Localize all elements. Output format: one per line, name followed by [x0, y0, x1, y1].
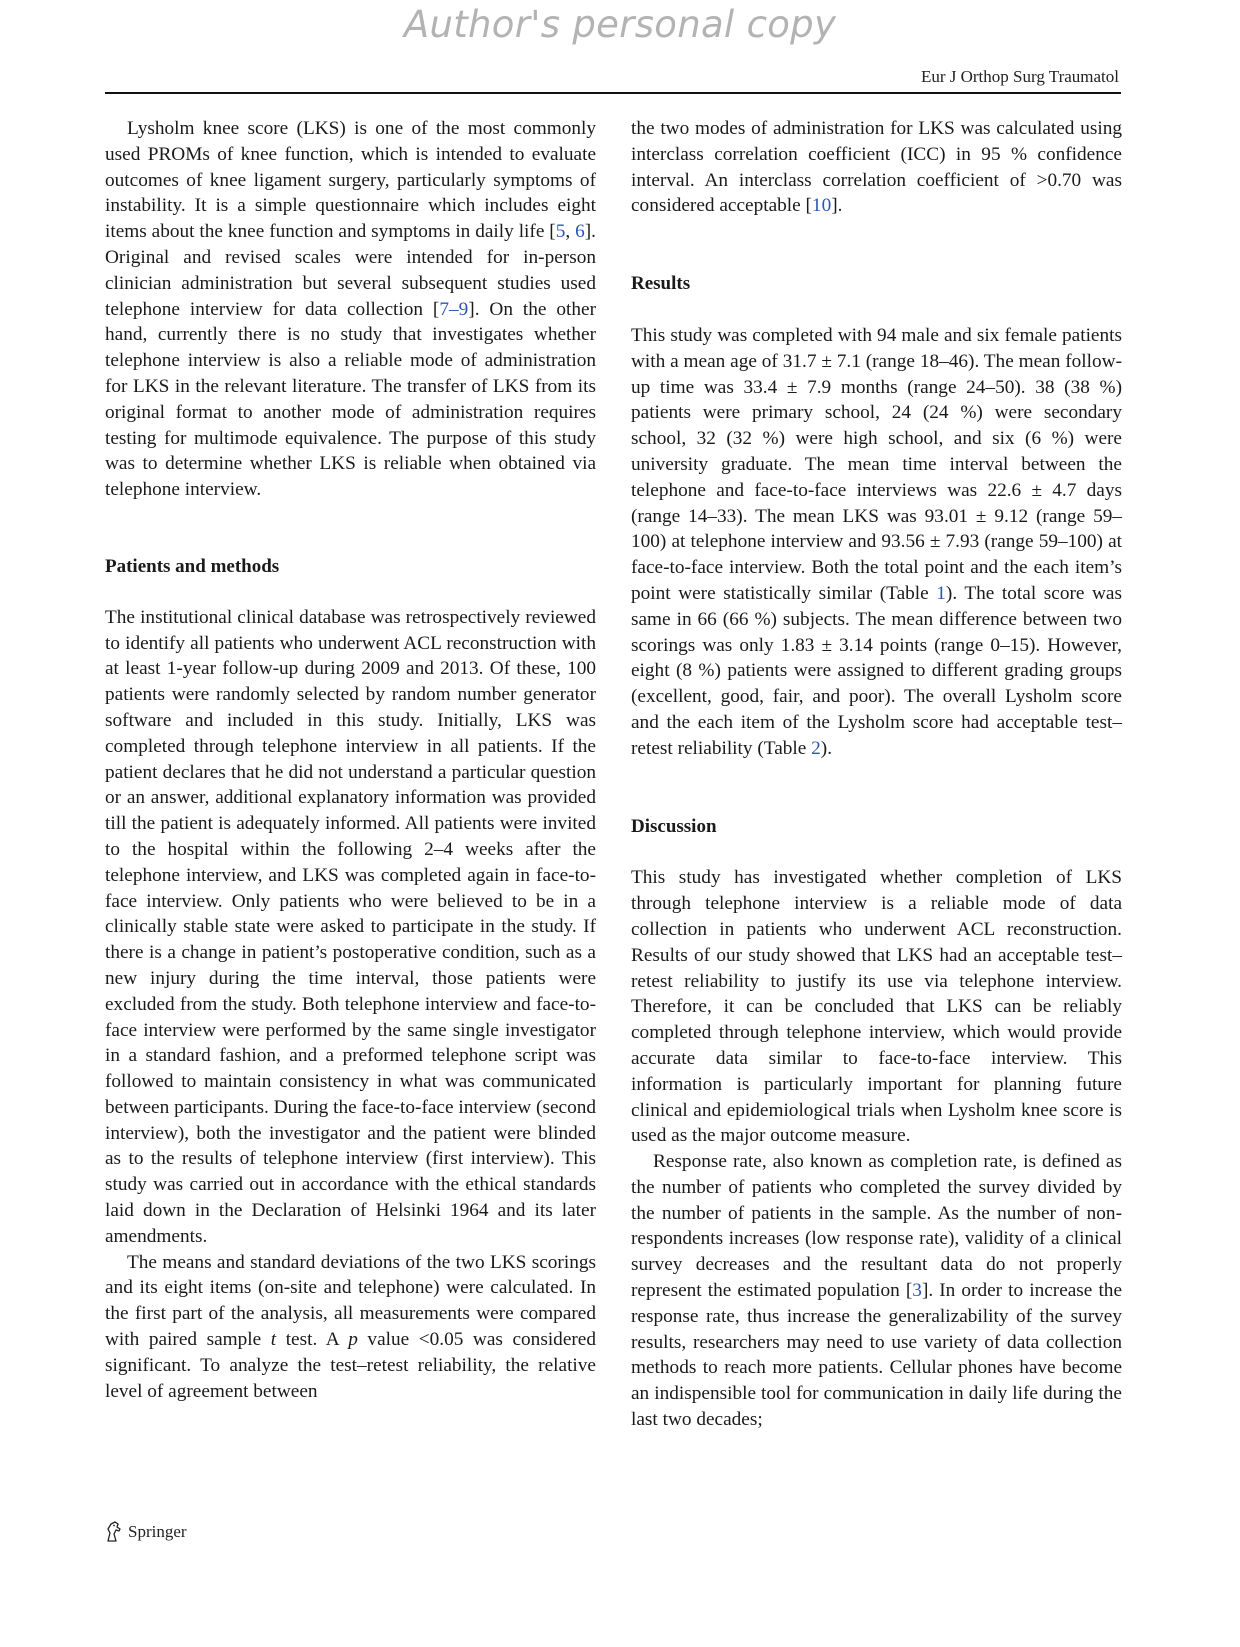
- intro-paragraph: Lysholm knee score (LKS) is one of the most commonly used PROMs of knee function, which is intended to evaluate outcomes of knee ligament surgery, particularly symptoms of instability. It is a simple questionnaire which includes eight items about the knee function and symptoms in daily life [5, 6]. Original and revised scales were intended for in-person clinician administration but several subsequent studies used telephone interview for data collection [7–9]. On the other hand, currently there is no study that investigates whether telephone interview is also a reliable mode of administration for LKS in the relevant literature. The transfer of LKS from its original format to another mode of administration requires testing for multimode equivalence. The purpose of this study was to determine whether LKS is reliable when obtained via telephone interview.: [105, 118, 596, 501]
- citation-link[interactable]: 7–9: [439, 298, 469, 320]
- publisher-name: Springer: [128, 1522, 187, 1541]
- citation-link[interactable]: 3: [912, 1280, 922, 1302]
- section-heading-patients-methods: Patients and methods: [105, 555, 280, 577]
- header-rule: [105, 92, 1121, 94]
- springer-horse-icon: [104, 1521, 124, 1543]
- discussion-paragraph: This study has investigated whether completion of LKS through telephone interview is a reliable mode of data collection in patients who underwent ACL reconstruction. Results of our study showed that LKS had an acceptable test–retest reliability to justify its use via telephone interview. Therefore, it can be concluded that LKS can be reliably completed through telephone interview, which would provide accurate data similar to face-to-face interview. This information is particularly important for planning future clinical and epidemiological trials when Lysholm knee score is used as the major outcome measure.: [631, 867, 1122, 1147]
- citation-link[interactable]: 6: [575, 221, 585, 243]
- right-column: [631, 116, 1122, 1433]
- footer: [104, 1521, 187, 1543]
- left-column: [105, 116, 596, 1404]
- icc-paragraph: the two modes of administration for LKS was calculated using interclass correlation coefficient (ICC) in 95 % confidence interval. An interclass correlation coefficient of >0.70 was considered acceptable [10].: [631, 118, 1122, 217]
- journal-name: Eur J Orthop Surg Traumatol: [920, 67, 1119, 86]
- citation-link[interactable]: 5: [555, 221, 566, 243]
- watermark: Author's personal copy: [403, 3, 837, 46]
- section-heading-results: Results: [631, 273, 691, 295]
- table-link[interactable]: 1: [936, 582, 946, 604]
- results-paragraph: This study was completed with 94 male and six female patients with a mean age of 31.7 ± 7.1 (range 18–46). The mean follow-up time was 33.4 ± 7.9 months (range 24–50). 38 (38 %) patients were primary school, 24 (24 %) were secondary school, 32 (32 %) were high school, and six (6 %) were university graduate. The mean time interval between the telephone and face-to-face interviews was 22.6 ± 4.7 days (range 14–33). The mean LKS was 93.01 ± 9.12 (range 59–100) at telephone interview and 93.56 ± 7.93 (range 59–100) at face-to-face interview. Both the total point and the each item’s point were statistically similar (Table 1). The total score was same in 66 (66 %) subjects. The mean difference between two scorings was only 1.83 ± 3.14 points (range 0–15). However, eight (8 %) patients were assigned to different grading groups (excellent, good, fair, and poor). The overall Lysholm score and the each item of the Lysholm score had acceptable test–retest reliability (Table 2).: [631, 324, 1122, 759]
- methods-paragraph: The institutional clinical database was retrospectively reviewed to identify all patients who underwent ACL reconstruction with at least 1-year follow-up during 2009 and 2013. Of these, 100 patients were randomly selected by random number generator software and included in this study. Initially, LKS was completed through telephone interview in all patients. If the patient declares that he did not understand a particular question or an answer, additional explanatory information was provided till the patient is adequately informed. All patients were invited to the hospital within the following 2–4 weeks after the telephone interview, and LKS was completed again in face-to-face interview. Only patients who were believed to be in a clinically stable state were asked to participate in the study. If there is a change in patient’s postoperative condition, such as a new injury during the time interval, those patients were excluded from the study. Both telephone interview and face-to-face interview were performed by the same single investigator in a standard fashion, and a preformed telephone script was followed to maintain consistency in what was communicated between participants. During the face-to-face interview (second interview), both the investigator and the patient were blinded as to the results of telephone interview (first interview). This study was carried out in accordance with the ethical standards laid down in the Declaration of Helsinki 1964 and its later amendments.: [105, 606, 596, 1247]
- response-rate-paragraph: Response rate, also known as completion rate, is defined as the number of patients who completed the survey divided by the number of patients in the sample. As the number of non-respondents increases (low response rate), validity of a clinical survey decreases and the resultant data do not properly represent the estimated population [3]. In order to increase the response rate, thus increase the generalizability of the survey results, researchers may need to use variety of data collection methods to reach more patients. Cellular phones have become an indispensible tool for communication in daily life during the last two decades;: [631, 1151, 1122, 1431]
- citation-link[interactable]: 10: [811, 195, 832, 217]
- section-heading-discussion: Discussion: [631, 815, 717, 837]
- statistics-paragraph: The means and standard deviations of the two LKS scorings and its eight items (on-site and telephone) were calculated. In the first part of the analysis, all measurements were compared with paired sample t test. A p value <0.05 was considered significant. To analyze the test–retest reliability, the relative level of agreement between: [105, 1251, 596, 1402]
- table-link[interactable]: 2: [811, 737, 821, 759]
